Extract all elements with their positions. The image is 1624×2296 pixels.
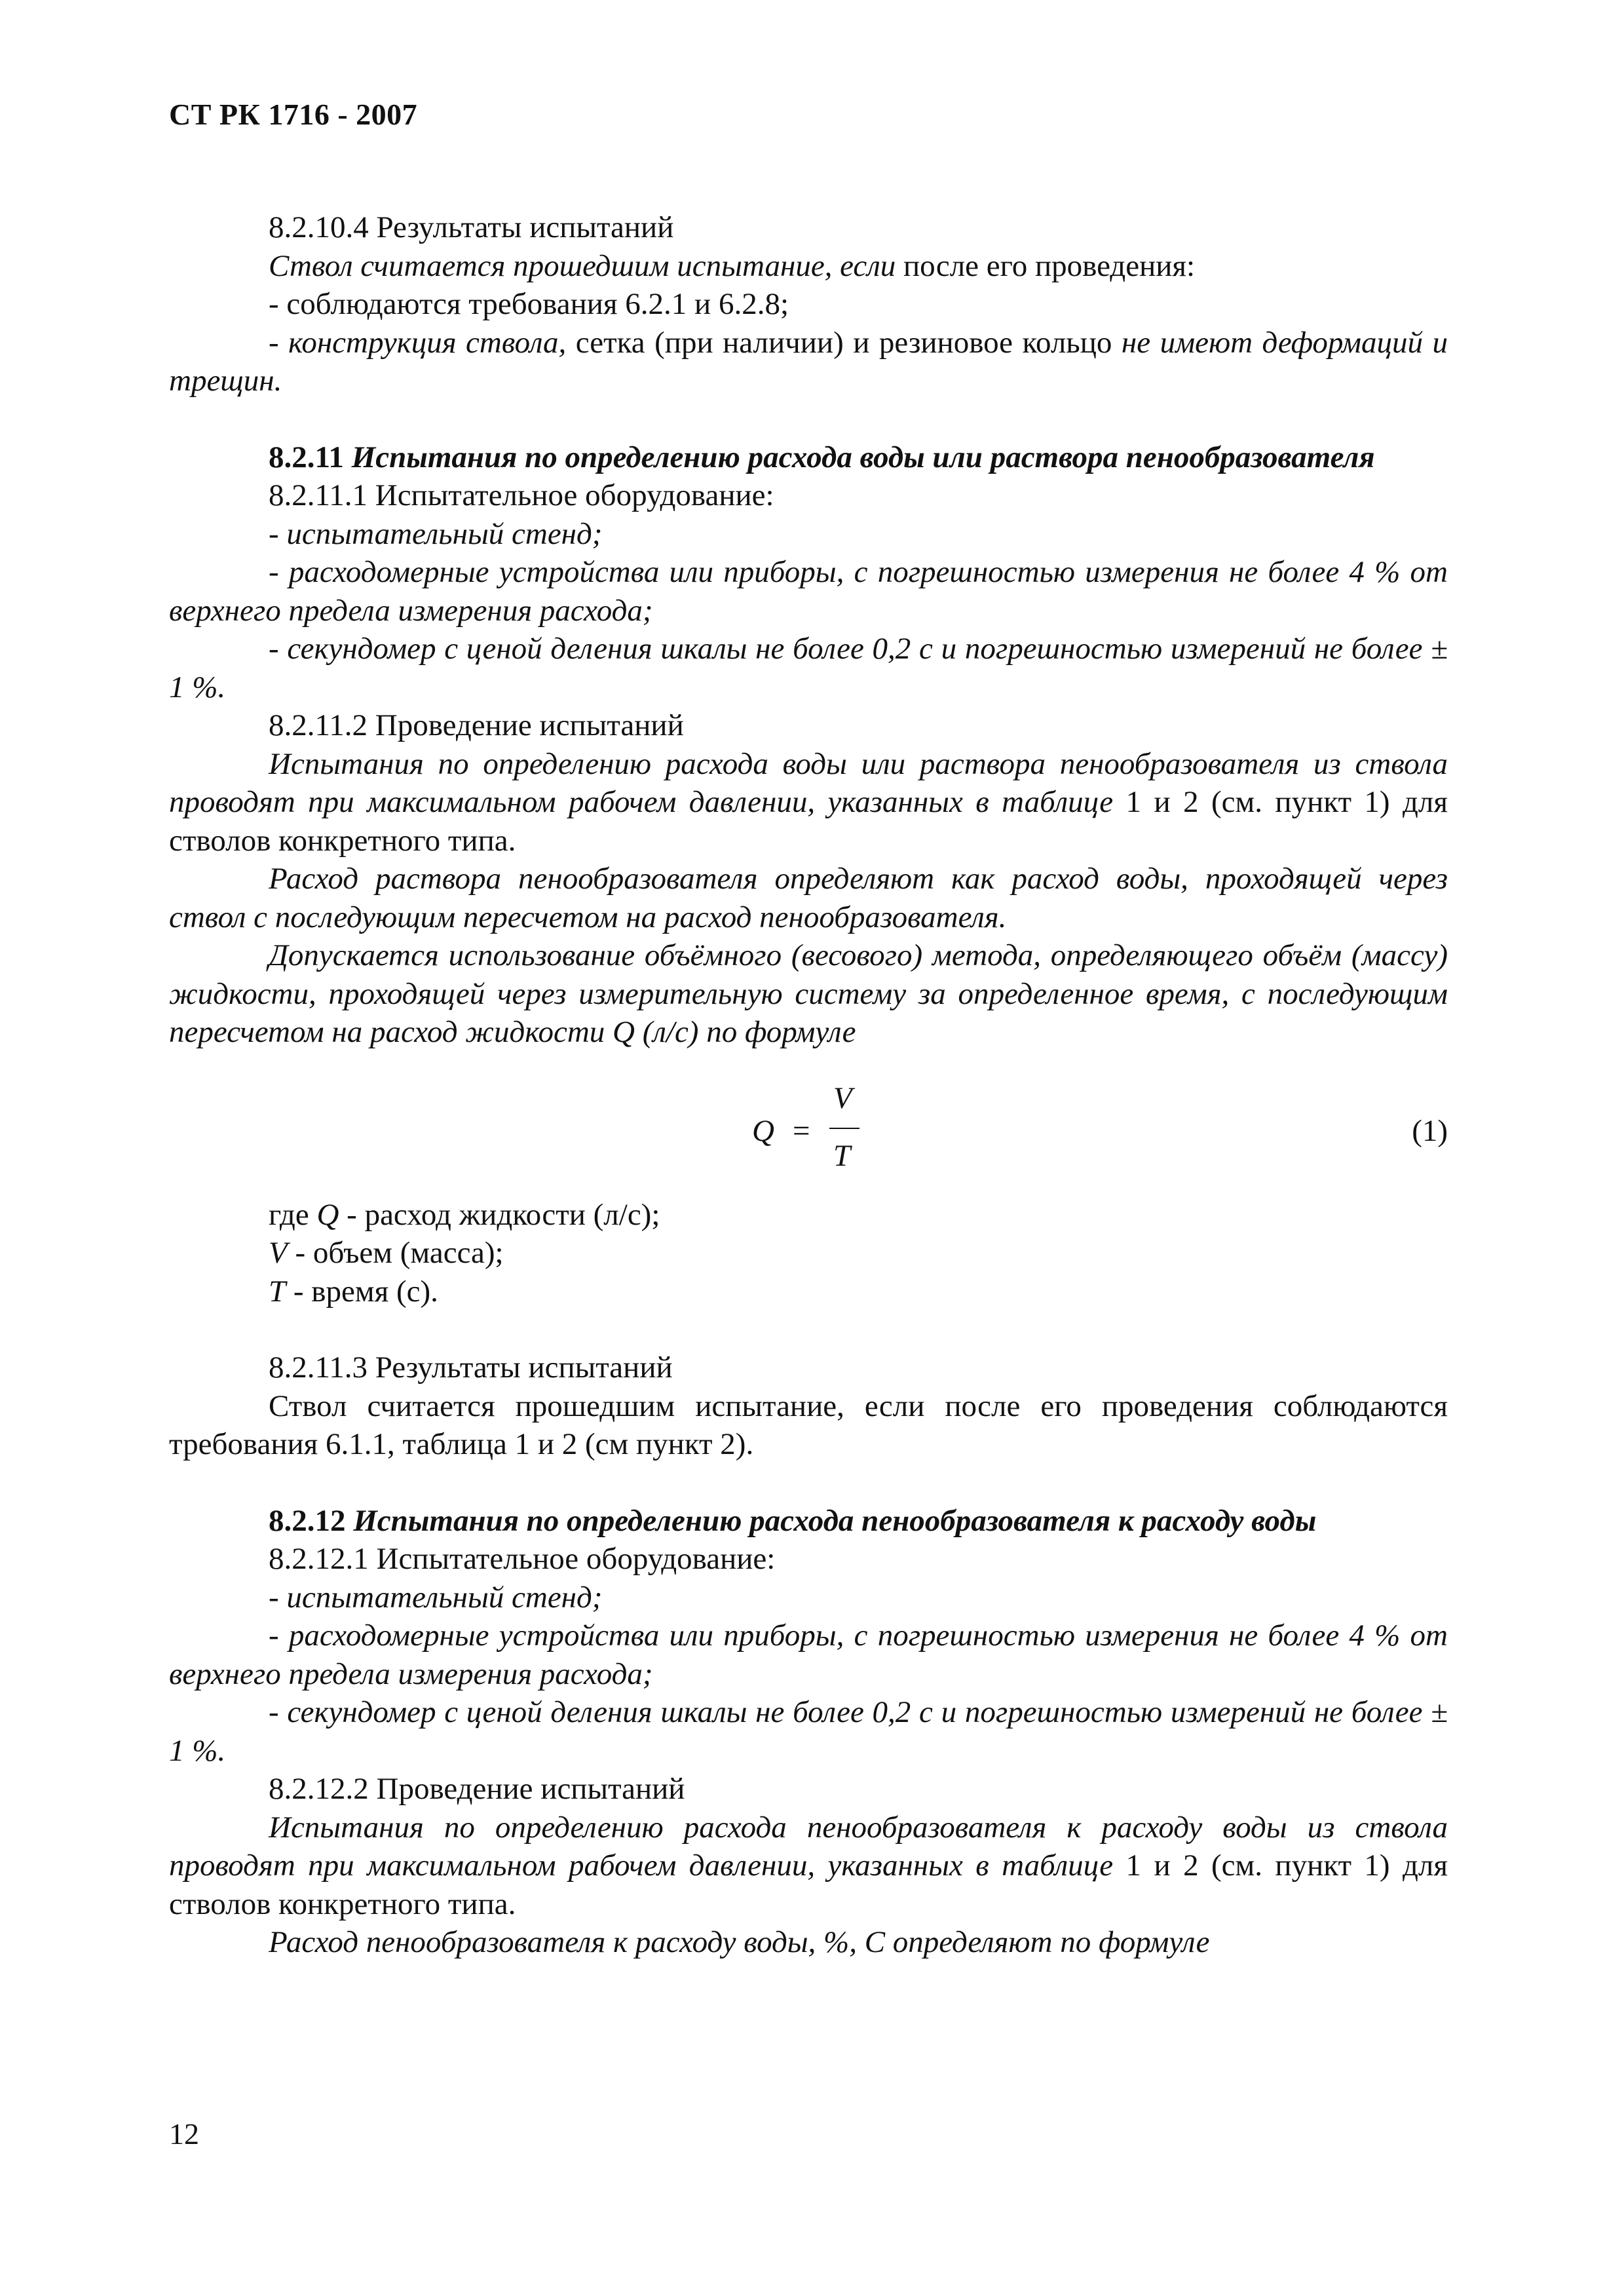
formula-numerator: V [833, 1081, 852, 1115]
list-item: - испытательный стенд; [269, 1580, 603, 1615]
section-8-2-11-heading [169, 438, 1448, 477]
paragraph [169, 745, 1448, 860]
formula-block [169, 1071, 1448, 1183]
list-item: - расходомерные устройства или приборы, с погрешностью измерения не более 4 % от верхнего предела измерения расхода; [169, 555, 1448, 628]
italic-text: Испытания по определению расхода пенообразователя к расходу воды из ствола проводят при максимальном рабочем давлении, указанных в таблице [169, 1810, 1448, 1883]
formula-equals: = [793, 1113, 810, 1148]
list-item: - испытательный стенд; [269, 516, 603, 551]
list-item: - секундомер с ценой деления шкалы не более 0,2 с и погрешностью измерений не более ± 1 %. [169, 1695, 1448, 1768]
italic-text: не имеют деформаций и трещин. [169, 325, 1448, 398]
subsection-8-2-11-2-title: 8.2.11.2 Проведение испытаний [269, 708, 684, 742]
spacer [169, 400, 1448, 438]
list-item: - секундомер с ценой деления шкалы не более 0,2 с и погрешностью измерений не более ± 1 %. [169, 632, 1448, 704]
text: где [269, 1197, 317, 1232]
section-title: Испытания по определению расхода пенообразователя к расходу воды [345, 1503, 1317, 1538]
page-number: 12 [169, 2117, 199, 2151]
text: - объем (масса); [287, 1236, 504, 1270]
paragraph: Допускается использование объёмного (весового) метода, определяющего объём (массу) жидкости, проходящей через измерительную систему за определенное время, с последующим пересчетом на расход жидкости Q (л/с) по формуле [169, 938, 1448, 1049]
symbol: V [269, 1236, 288, 1270]
list-item-construction [169, 324, 1448, 400]
spacer [169, 1464, 1448, 1502]
fraction-bar [829, 1128, 859, 1129]
list-item: - расходомерные устройства или приборы, с погрешностью измерения не более 4 % от верхнего предела измерения расхода; [169, 1618, 1448, 1691]
paragraph-acceptance-condition [169, 247, 1448, 286]
spacer [169, 1311, 1448, 1349]
where-item [169, 1234, 1448, 1272]
section-number: 8.2.12 [269, 1503, 346, 1538]
where-item [169, 1272, 1448, 1311]
section-title: Испытания по определению расхода воды или раствора пенообразователя [343, 440, 1375, 474]
formula-number: (1) [1412, 1113, 1448, 1148]
subsection-8-2-11-3-title: 8.2.11.3 Результаты испытаний [269, 1350, 673, 1385]
symbol: Q [316, 1197, 339, 1232]
italic-text: - конструкция ствола, [269, 325, 567, 360]
list-item-requirements: - соблюдаются требования 6.2.1 и 6.2.8; [269, 287, 789, 321]
italic-text: Ствол считается прошедшим испытание, если [269, 248, 896, 283]
formula-denominator: T [833, 1138, 851, 1173]
paragraph: Расход пенообразователя к расходу воды, %, С определяют по формуле [269, 1925, 1210, 1959]
document-code-header: СТ РК 1716 - 2007 [169, 98, 418, 131]
section-8-2-10-4-title: 8.2.10.4 Результаты испытаний [269, 210, 674, 244]
text: - время (с). [286, 1274, 438, 1309]
text: после его проведения: [896, 248, 1196, 283]
text: 1 и 2 (см. пункт 1) для стволов конкретного типа. [169, 1848, 1448, 1921]
text: 1 и 2 (см. пункт 1) для стволов конкретного типа. [169, 785, 1448, 858]
subsection-8-2-12-2-title: 8.2.12.2 Проведение испытаний [269, 1772, 685, 1806]
subsection-8-2-11-1-title: 8.2.11.1 Испытательное оборудование: [269, 478, 774, 512]
subsection-8-2-12-1-title: 8.2.12.1 Испытательное оборудование: [269, 1542, 776, 1576]
text: сетка (при наличии) и резиновое кольцо [566, 325, 1122, 360]
paragraph [169, 1808, 1448, 1924]
paragraph: Расход раствора пенообразователя определяют как расход воды, проходящей через ствол с последующим пересчетом на расход пенообразователя. [169, 862, 1448, 934]
section-number: 8.2.11 [269, 440, 344, 474]
italic-text: Испытания по определению расхода воды или раствора пенообразователя из ствола проводят при максимальном рабочем давлении, указанных в таблице [169, 746, 1448, 819]
paragraph: Ствол считается прошедшим испытание, если после его проведения соблюдаются требования 6.1.1, таблица 1 и 2 (см пункт 2). [169, 1388, 1448, 1461]
section-8-2-12-heading [169, 1502, 1448, 1540]
text: - расход жидкости (л/с); [339, 1197, 660, 1232]
symbol: T [269, 1274, 286, 1309]
document-body [169, 208, 1448, 1962]
formula-lhs: Q [752, 1113, 774, 1148]
where-item [169, 1196, 1448, 1234]
